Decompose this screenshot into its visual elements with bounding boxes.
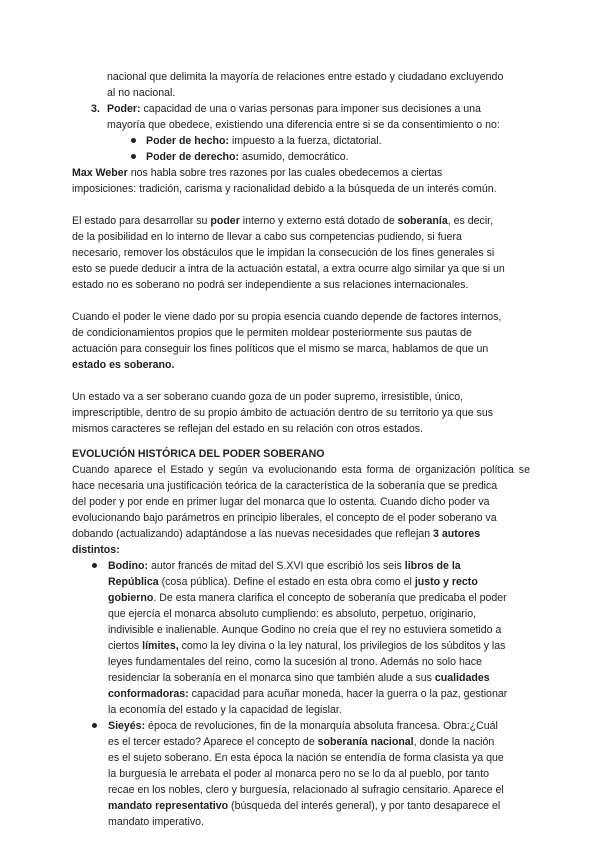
text-line: mayoría que obedece, existiendo una diferencia entre si se da consentimiento o no:	[107, 119, 500, 131]
text-line	[108, 590, 507, 606]
text-line: necesario, remover los obstáculos que le impidan la consecución de los fines generales si	[72, 247, 495, 259]
section-heading: EVOLUCIÓN HISTÓRICA DEL PODER SOBERANO	[72, 448, 325, 460]
text-line: mandato imperativo.	[108, 816, 204, 828]
text-span: capacidad de una o varias personas para imponer sus decisiones a una	[140, 103, 481, 115]
text-span: , donde la nación	[413, 736, 495, 748]
text-line: indivisible e inalienable. Aunque Godino no creía que el rey no estuviera sometido a	[108, 624, 502, 636]
term-bold: cualidades	[434, 672, 490, 684]
text-line: evolucionando bajo parámetros en principio liberales, el concepto de el poder soberano va	[72, 512, 497, 524]
text-span: impuesto a la fuerza, dictatorial.	[229, 135, 382, 147]
sub-list-item	[146, 149, 349, 165]
list-number: 3.	[91, 103, 100, 115]
term-bold: Sieyés:	[108, 720, 146, 732]
text-span: nos habla sobre tres razones por las cuales obedecemos a ciertas	[127, 167, 443, 179]
text-line: mismos caracteres se reflejan del estado en su relación con otros estados.	[72, 423, 423, 435]
text-span: es el tercer estado? Aparece el concepto de	[108, 736, 318, 748]
text-span: como la ley divina o la ley natural, los privilegios de los súbditos y las	[178, 640, 506, 652]
sub-list-item	[146, 133, 382, 149]
text-span: (búsqueda del interés general), y por tanto desaparece el	[228, 800, 501, 812]
text-line: estado no es soberano no podrá ser independiente a sus relaciones internacionales.	[72, 279, 469, 291]
text-span: capacidad para acuñar moneda, hacer la guerra o la paz, gestionar	[188, 688, 508, 700]
text-line: Cuando aparece el Estado y según va evolucionando esta forma de organización política se	[72, 464, 530, 476]
bullet-icon	[92, 563, 97, 568]
paragraph-line	[72, 165, 442, 181]
text-line-bold: estado es soberano.	[72, 359, 175, 371]
text-line: Cuando el poder le viene dado por su propia esencia cuando depende de factores internos,	[72, 311, 502, 323]
text-line-bold: distintos:	[72, 544, 120, 556]
text-span: interno y externo está dotado de	[239, 215, 398, 227]
text-line	[108, 798, 500, 814]
term-bold: soberanía	[397, 215, 448, 227]
term-bold: justo y recto	[414, 576, 478, 588]
text-line: leyes fundamentales del reino, como la sucesión al trono. Además no solo hace	[108, 656, 482, 668]
term-bold: República	[108, 576, 159, 588]
term-bold: libros de la	[404, 560, 461, 572]
bullet-icon	[131, 154, 136, 159]
term-bold: poder	[210, 215, 240, 227]
term-bold: soberanía nacional	[317, 736, 414, 748]
text-span: ciertos	[108, 640, 143, 652]
text-span: residenciar la soberanía en el monarca sino que también alude a sus	[108, 672, 435, 684]
bullet-icon	[92, 723, 97, 728]
text-line: actuación para conseguir los fines políticos que el mismo se marca, hablamos de que un	[72, 343, 489, 355]
term-bold: Bodino:	[108, 560, 149, 572]
text-span: . De esta manera clarifica el concepto de soberanía que predicaba el poder	[153, 592, 507, 604]
text-line: del poder y por ende en primer lugar del monarca que lo ostenta. Cuando dicho poder va	[72, 496, 490, 508]
text-line	[108, 686, 507, 702]
text-span: El estado para desarrollar su	[72, 215, 211, 227]
text-span: asumido, democrático.	[239, 151, 349, 163]
text-line: la burguesía le arrebata el poder al monarca pero no se lo da al pueblo, por tanto	[108, 768, 490, 780]
paragraph-line	[72, 213, 493, 229]
text-span: autor francés de mitad del S.XVI que escribió los seis	[148, 560, 405, 572]
text-span: , es decir,	[447, 215, 494, 227]
text-line: imposiciones: tradición, carisma y racionalidad debido a la búsqueda de un interés común.	[72, 183, 497, 195]
text-line: es el sujeto soberano. En esta época la nación se entendía de forma clasista ya que	[108, 752, 504, 764]
bullet-icon	[131, 138, 136, 143]
list-item	[108, 718, 498, 734]
list-item	[108, 558, 461, 574]
term-bold: Max Weber	[72, 167, 128, 179]
text-span: (cosa pública). Define el estado en esta obra como el	[158, 576, 415, 588]
term-bold: Poder de derecho:	[146, 151, 240, 163]
text-line: imprescriptible, dentro de su propio ámbito de actuación dentro de su territorio ya que sus	[72, 407, 494, 419]
text-line: al no nacional.	[107, 87, 176, 99]
list-item	[107, 101, 481, 117]
text-line	[108, 734, 494, 750]
text-line: Un estado va a ser soberano cuando goza de un poder supremo, irresistible, único,	[72, 391, 464, 403]
text-line	[108, 670, 490, 686]
term-bold: límites,	[142, 640, 179, 652]
text-line: hace necesaria una justificación teórica de la característica de la soberanía que se predica	[72, 480, 498, 492]
text-span: dobando (actualizando) adaptándose a las nuevas necesidades que reflejan	[72, 528, 434, 540]
term-bold: gobierno	[108, 592, 154, 604]
text-line: recae en los nobles, clero y burguesía, relacionado al sufragio censitario. Aparece el	[108, 784, 504, 796]
paragraph-line	[72, 526, 480, 542]
term-bold: mandato representativo	[108, 800, 229, 812]
term-bold: 3 autores	[433, 528, 481, 540]
text-line	[108, 574, 478, 590]
term-bold: Poder:	[107, 103, 141, 115]
text-line: esto se puede deducir a intra de la actuación estatal, a extra ocurre algo similar ya que si un	[72, 263, 505, 275]
text-line: nacional que delimita la mayoría de relaciones entre estado y ciudadano excluyendo	[107, 71, 504, 83]
text-line	[108, 638, 505, 654]
term-bold: conformadoras:	[108, 688, 189, 700]
text-line: de condicionamientos propios que le permiten moldear posteriormente sus pautas de	[72, 327, 472, 339]
term-bold: Poder de hecho:	[146, 135, 229, 147]
text-span: época de revoluciones, fin de la monarquía absoluta francesa. Obra:¿Cuál	[145, 720, 498, 732]
text-line: de la posibilidad en lo interno de llevar a cabo sus competencias pudiendo, si fuera	[72, 231, 462, 243]
text-line: la economía del estado y la capacidad de legislar.	[108, 704, 342, 716]
text-line: que ejercía el monarca absoluto cumpliendo: es absoluto, perpetuo, originario,	[108, 608, 477, 620]
